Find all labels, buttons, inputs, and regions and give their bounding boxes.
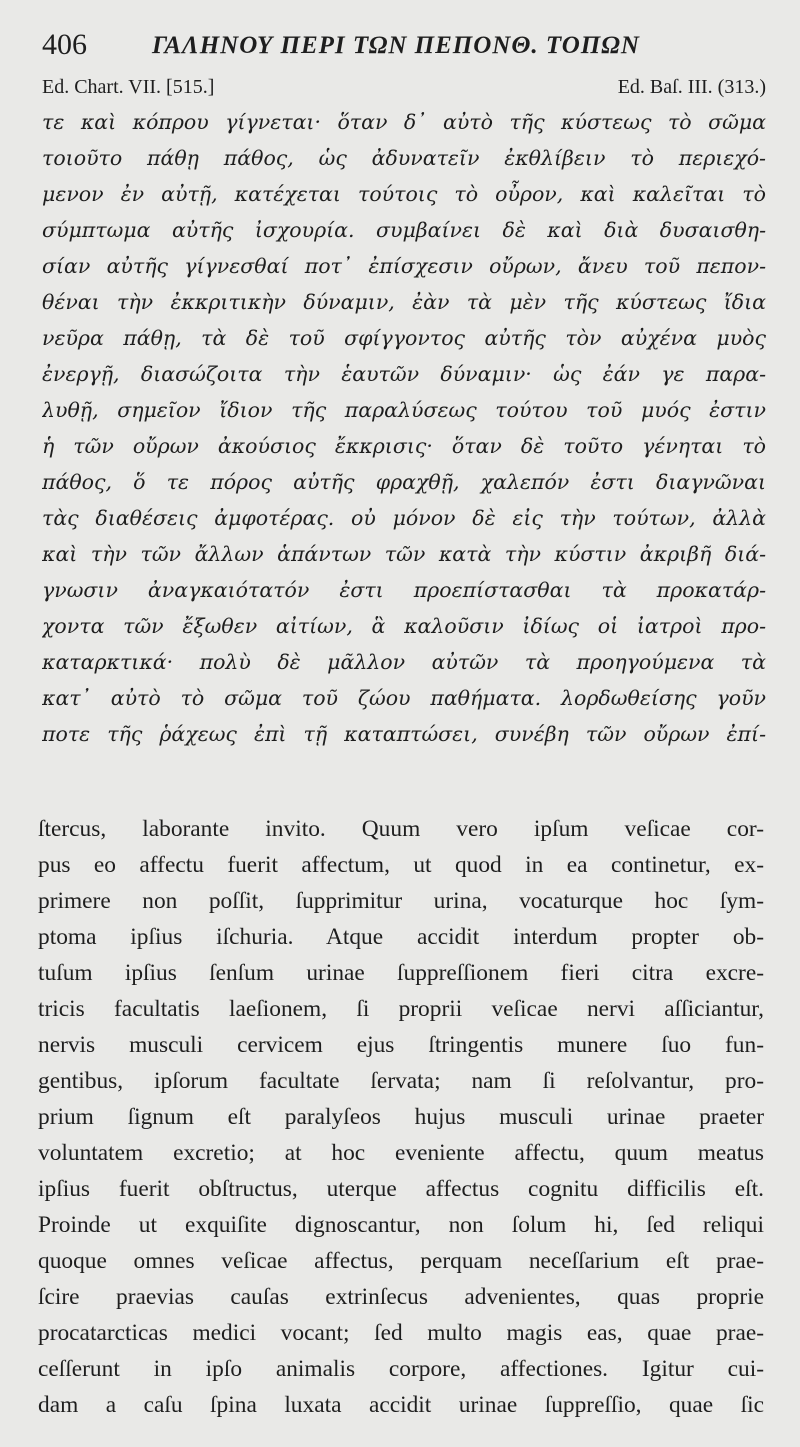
- greek-text-line: τε καὶ κόπρου γίγνεται· ὅταν δ᾽ αὐτὸ τῆς κύστεως τὸ σῶμα: [42, 110, 766, 134]
- latin-text-line: Proinde ut exquiſite dignoscantur, non ſolum hi, ſed reliqui: [38, 1212, 764, 1238]
- greek-text-line: μενον ἐν αὐτῇ, κατέχεται τούτοις τὸ οὖρον, καὶ καλεῖται τὸ: [42, 182, 766, 206]
- latin-text-line: pus eo affectu fuerit affectum, ut quod in ea continetur, ex-: [38, 852, 764, 878]
- latin-text-block: [38, 811, 764, 1423]
- greek-text-line: καὶ τὴν τῶν ἄλλων ἁπάντων τῶν κατὰ τὴν κύστιν ἀκριβῆ διά-: [42, 542, 766, 566]
- greek-text-block: [42, 104, 766, 752]
- page-header: [42, 28, 766, 68]
- latin-text-line: tuſum ipſius ſenſum urinae ſuppreſſionem fieri citra excre-: [38, 960, 764, 986]
- greek-text-line: λυθῇ, σημεῖον ἴδιον τῆς παραλύσεως τούτου τοῦ μυός ἐστιν: [42, 398, 766, 422]
- edition-references: [42, 76, 766, 104]
- latin-text-line: ſcire praevias cauſas extrinſecus advenientes, quas proprie: [38, 1284, 764, 1310]
- greek-text-line: ἐνεργῇ, διασώζοιτα τὴν ἑαυτῶν δύναμιν· ὡς ἐάν γε παρα-: [42, 362, 766, 386]
- edition-basel-reference: Ed. Baſ. III. (313.): [617, 76, 766, 98]
- greek-text-line: νεῦρα πάθῃ, τὰ δὲ τοῦ σφίγγοντος αὐτῆς τὸν αὐχένα μυὸς: [42, 326, 766, 350]
- latin-text-line: quoque omnes veſicae affectus, perquam neceſſarium eſt prae-: [38, 1248, 764, 1274]
- greek-text-line: σύμπτωμα αὐτῆς ἰσχουρία. συμβαίνει δὲ καὶ διὰ δυσαισθη-: [42, 218, 766, 242]
- latin-text-line: ſtercus, laborante invito. Quum vero ipſum veſicae cor-: [38, 816, 764, 842]
- latin-text-line: ptoma ipſius iſchuria. Atque accidit interdum propter ob-: [38, 924, 764, 950]
- latin-text-line: nervis musculi cervicem ejus ſtringentis munere ſuo fun-: [38, 1032, 764, 1058]
- latin-text-line: ipſius fuerit obſtructus, uterque affectus cognitu difficilis eſt.: [38, 1176, 764, 1202]
- latin-text-line: ceſſerunt in ipſo animalis corpore, affectiones. Igitur cui-: [38, 1356, 764, 1382]
- greek-text-line: χοντα τῶν ἔξωθεν αἰτίων, ἃ καλοῦσιν ἰδίως οἱ ἰατροὶ προ-: [42, 614, 766, 638]
- greek-text-line: σίαν αὐτῆς γίγνεσθαί ποτ᾽ ἐπίσχεσιν οὔρων, ἄνευ τοῦ πεπον-: [42, 254, 766, 278]
- greek-text-line: ἡ τῶν οὔρων ἀκούσιος ἔκκρισις· ὅταν δὲ τοῦτο γένηται τὸ: [42, 434, 766, 458]
- edition-chart-reference: Ed. Chart. VII. [515.]: [42, 76, 215, 98]
- running-title: ΓΑΛΗΝΟΥ ΠΕΡΙ ΤΩΝ ΠΕΠΟΝΘ. ΤΟΠΩΝ: [152, 32, 640, 59]
- page-number: 406: [42, 28, 87, 61]
- greek-text-line: τοιοῦτο πάθῃ πάθος, ὡς ἀδυνατεῖν ἐκθλίβειν τὸ περιεχό-: [42, 146, 766, 170]
- latin-text-line: prium ſignum eſt paralyſeos hujus musculi urinae praeter: [38, 1104, 764, 1130]
- greek-text-line: καταρκτικά· πολὺ δὲ μᾶλλον αὐτῶν τὰ προηγούμενα τὰ: [42, 650, 766, 674]
- greek-text-line: πάθος, ὅ τε πόρος αὐτῆς φραχθῇ, χαλεπόν ἐστι διαγνῶναι: [42, 470, 766, 494]
- latin-text-line: primere non poſſit, ſupprimitur urina, vocaturque hoc ſym-: [38, 888, 764, 914]
- latin-text-line: gentibus, ipſorum facultate ſervata; nam ſi reſolvantur, pro-: [38, 1068, 764, 1094]
- latin-text-line: procatarcticas medici vocant; ſed multo magis eas, quae prae-: [38, 1320, 764, 1346]
- latin-text-line: dam a caſu ſpina luxata accidit urinae ſuppreſſio, quae ſic: [38, 1392, 764, 1418]
- greek-text-line: θέναι τὴν ἐκκριτικὴν δύναμιν, ἐὰν τὰ μὲν τῆς κύστεως ἴδια: [42, 290, 766, 314]
- greek-text-line: γνωσιν ἀναγκαιότατόν ἐστι προεπίστασθαι τὰ προκατάρ-: [42, 578, 766, 602]
- latin-text-line: tricis facultatis laeſionem, ſi proprii veſicae nervi aſſiciantur,: [38, 996, 764, 1022]
- greek-text-line: τὰς διαθέσεις ἀμφοτέρας. οὐ μόνον δὲ εἰς τὴν τούτων, ἀλλὰ: [42, 506, 766, 530]
- latin-text-line: voluntatem excretio; at hoc eveniente affectu, quum meatus: [38, 1140, 764, 1166]
- greek-text-line: ποτε τῆς ῥάχεως ἐπὶ τῇ καταπτώσει, συνέβη τῶν οὔρων ἐπί-: [42, 722, 766, 746]
- greek-text-line: κατ᾽ αὐτὸ τὸ σῶμα τοῦ ζώου παθήματα. λορδωθείσης γοῦν: [42, 686, 766, 710]
